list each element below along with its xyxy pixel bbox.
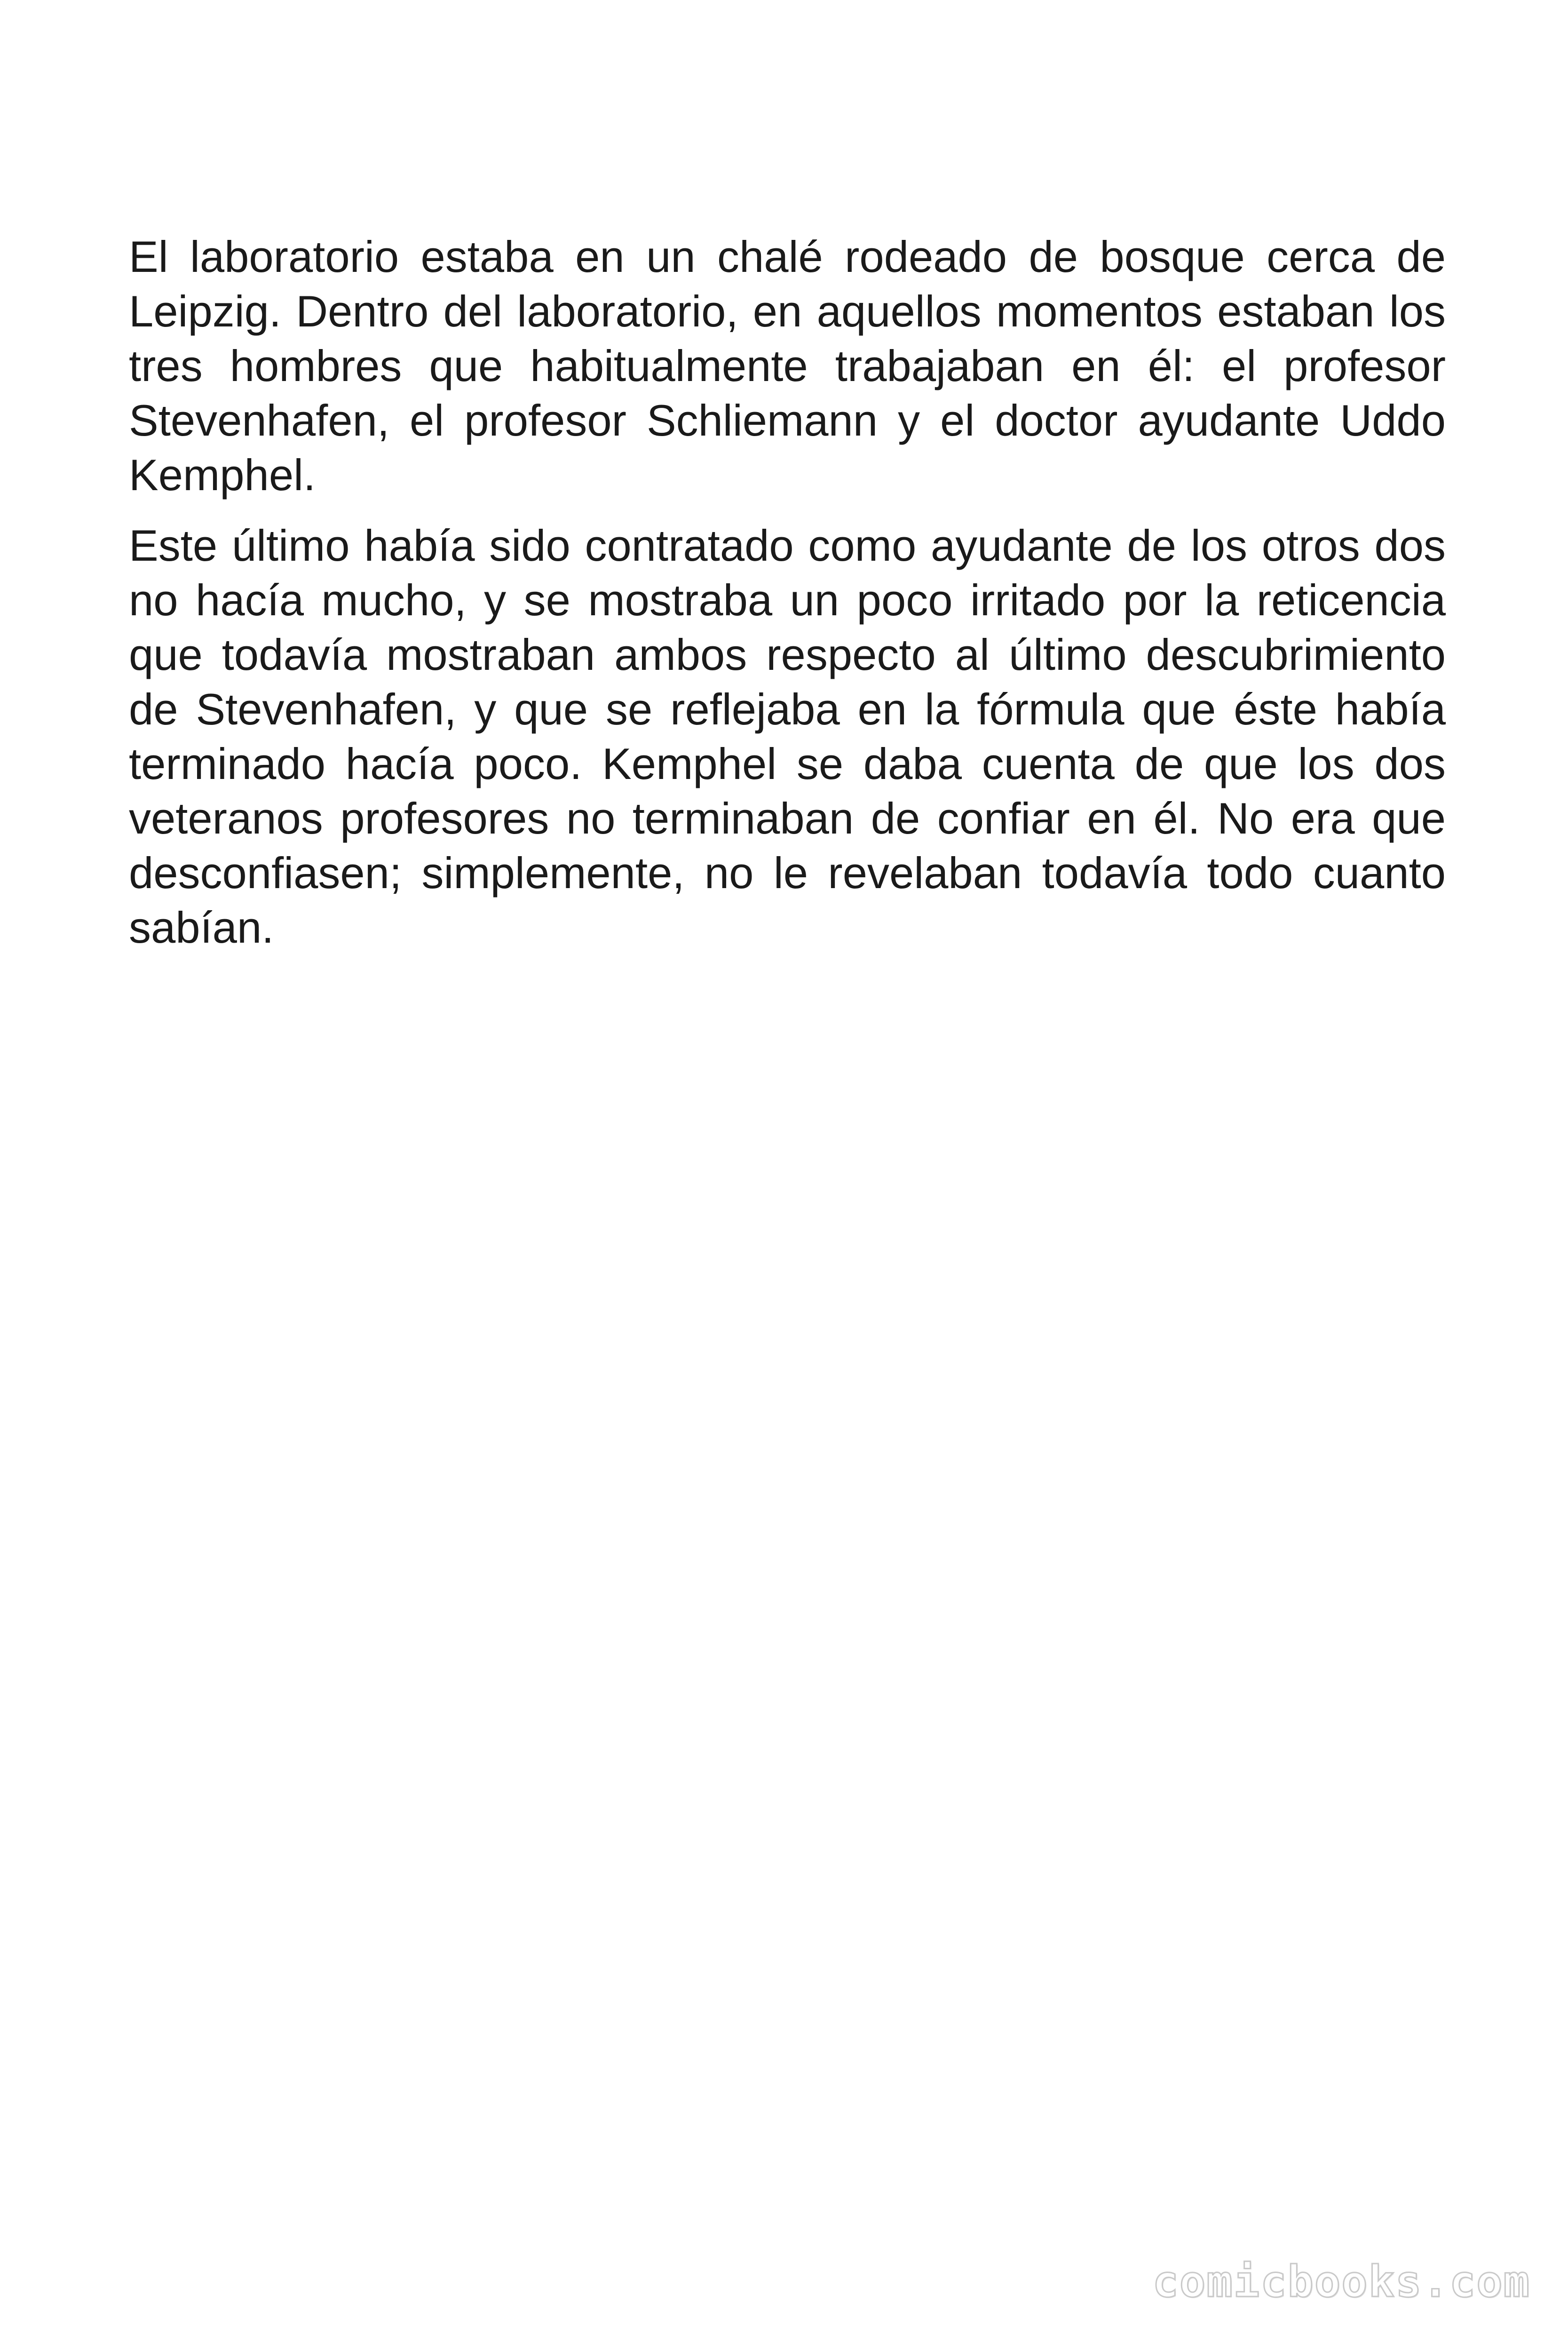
watermark: comicbooks.com <box>1152 2257 1530 2307</box>
body-text <box>129 230 1446 971</box>
paragraph-1: El laboratorio estaba en un chalé rodeado de bosque cerca de Leipzig. Dentro del laboratorio, en aquellos momentos estaban los tres hombres que habitualmente trabajaban en él: el profesor Stevenhafen, el profesor Schliemann y el doctor ayudante Uddo Kemphel. <box>129 232 1446 500</box>
paragraph-2: Este último había sido contratado como ayudante de los otros dos no hacía mucho, y se mostraba un poco irritado por la reticencia que todavía mostraban ambos respecto al último descubrimiento de Stevenhafen, y que se reflejaba en la fórmula que éste había terminado hacía poco. Kemphel se daba cuenta de que los dos veteranos profesores no terminaban de confiar en él. No era que desconfiasen; simplemente, no le revelaban todavía todo cuanto sabían. <box>129 521 1446 952</box>
